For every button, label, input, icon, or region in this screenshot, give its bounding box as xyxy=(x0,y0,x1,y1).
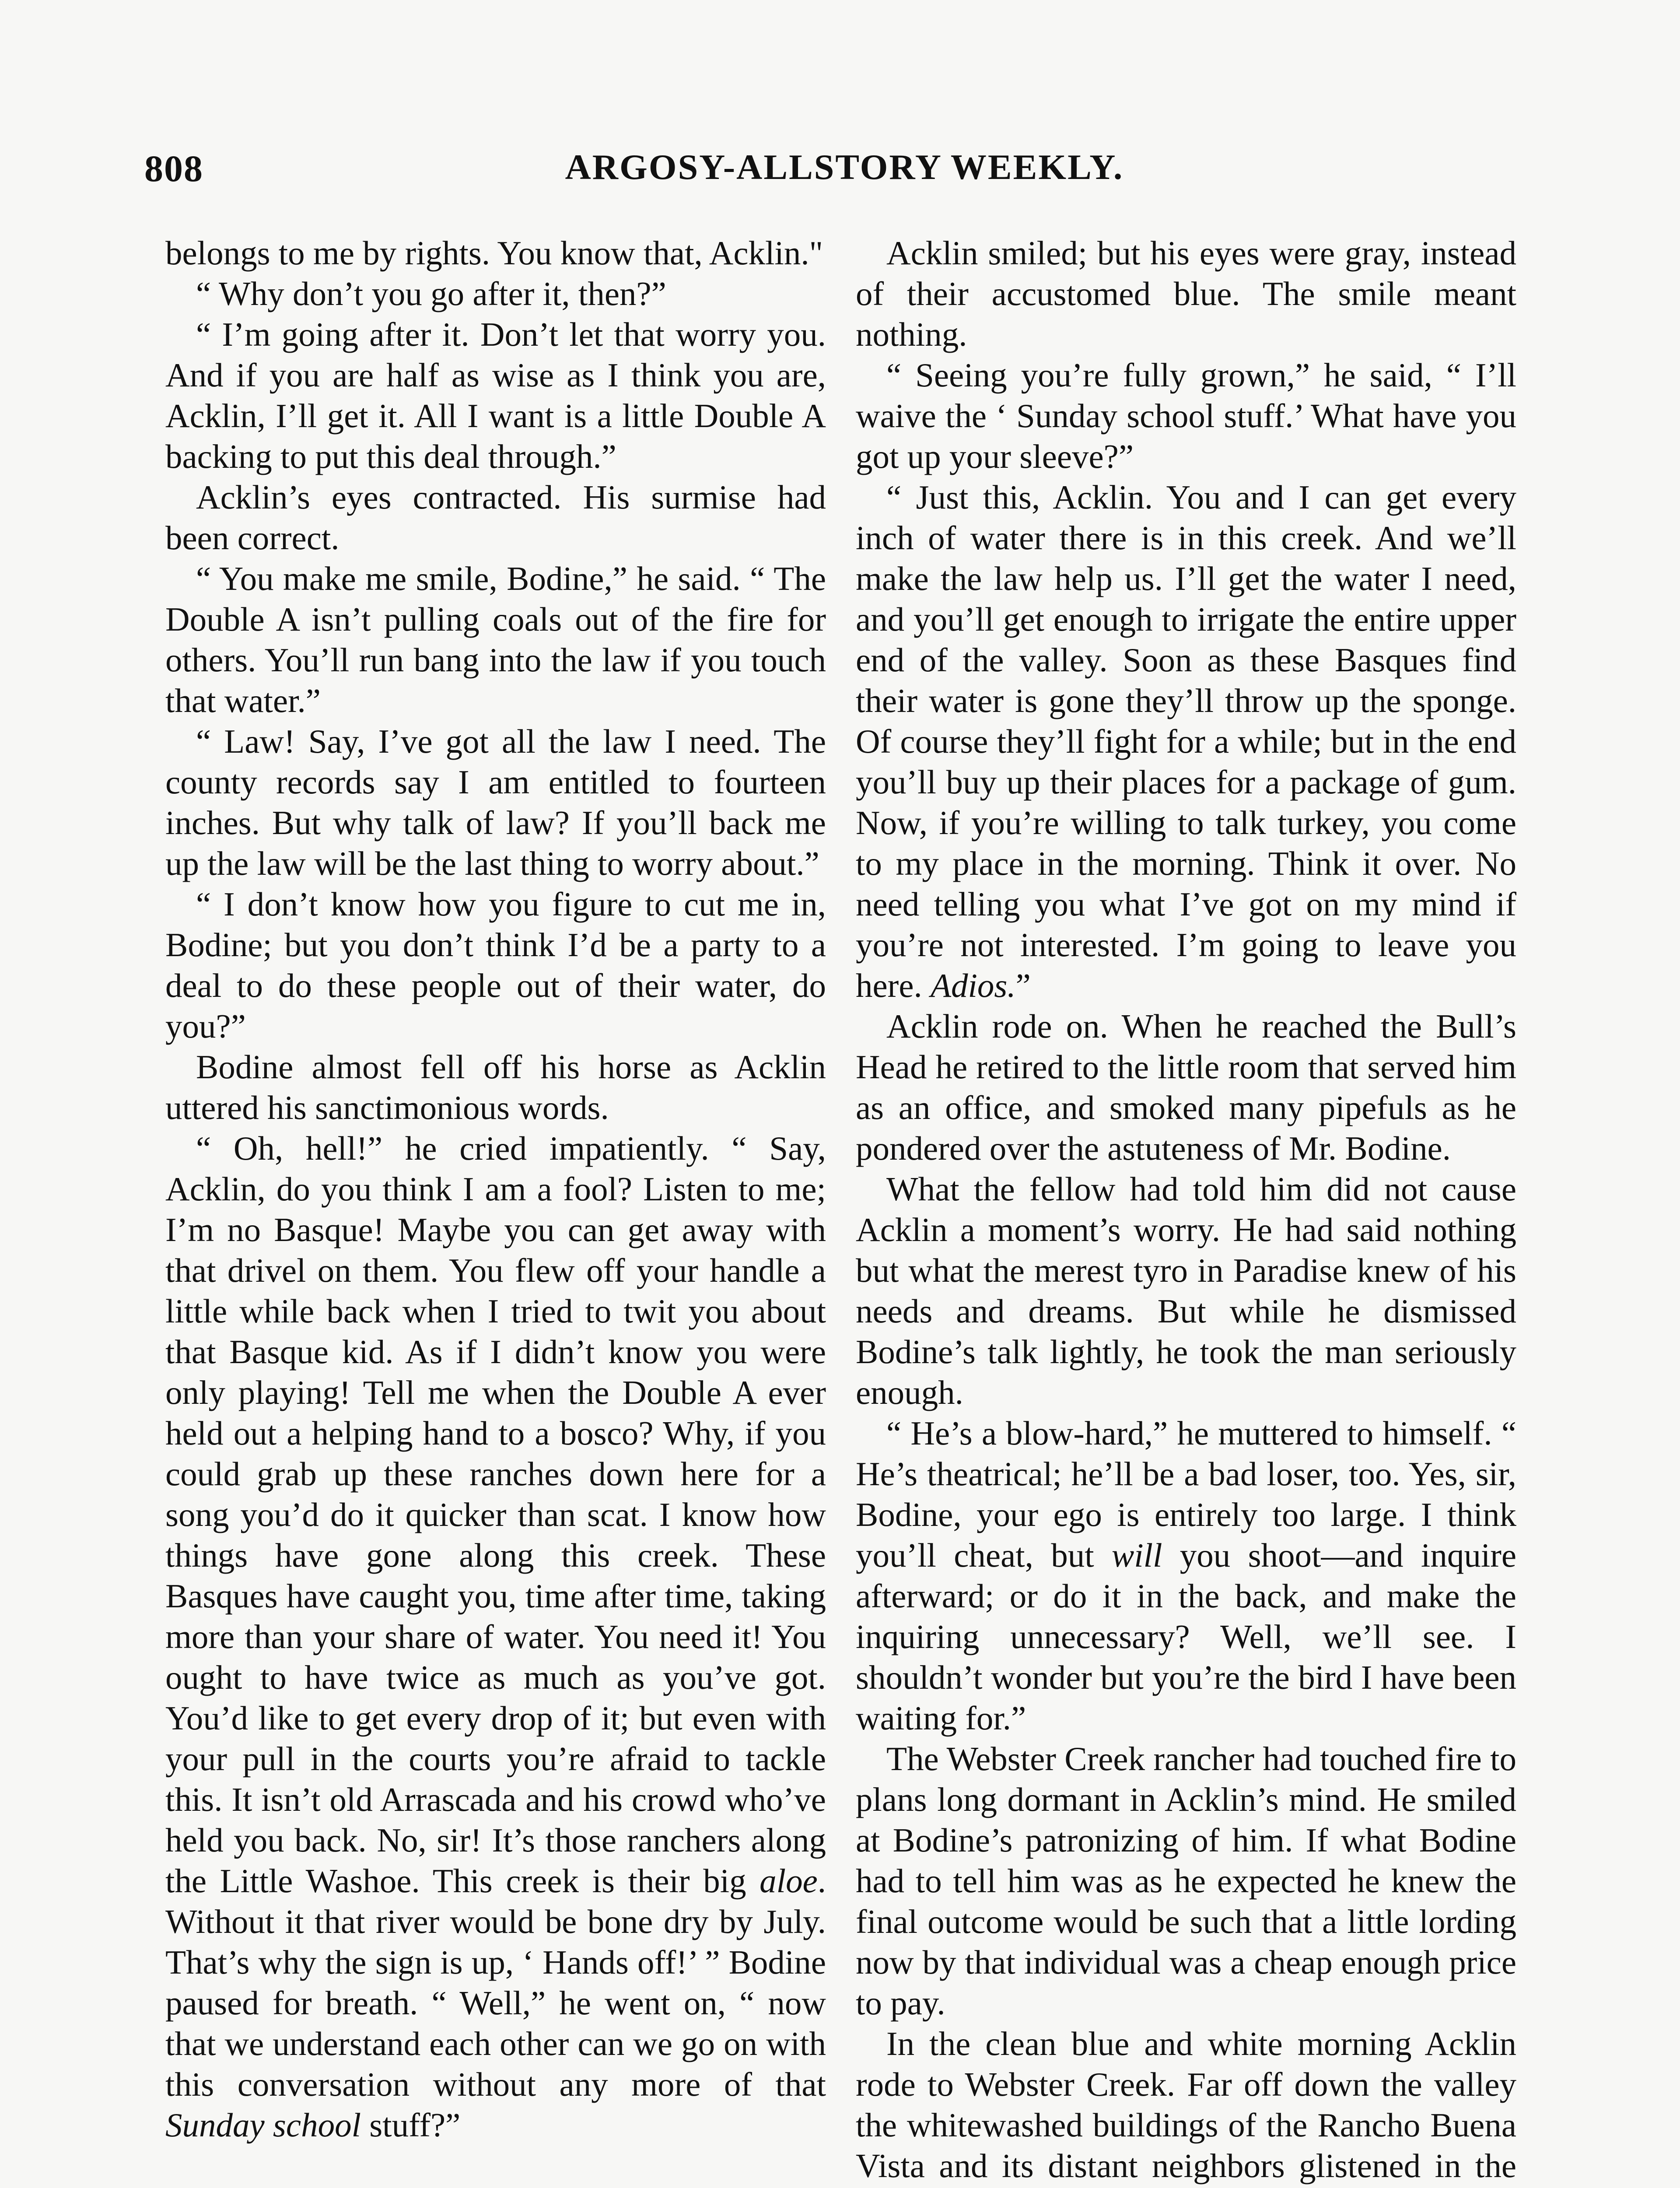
italic-run: Adios. xyxy=(931,967,1016,1004)
text-run: ” xyxy=(1015,967,1031,1004)
text-run: “ He’s a blow-hard,” he muttered to himself. “ He’s theatrical; he’ll be a bad loser, too. Yes, sir, Bodine, your ego is entirely too large. I think you’ll cheat, but xyxy=(856,1414,1516,1574)
paragraph: Bodine almost fell off his horse as Acklin uttered his sanctimonious words. xyxy=(165,1048,826,1126)
paragraph: “ I’m going after it. Don’t let that worry you. And if you are half as wise as I think you are, Acklin, I’ll get it. All I want is a little Double A backing to put this deal through.” xyxy=(165,316,826,475)
text-run: “ Oh, hell!” he cried impatiently. “ Say, Acklin, do you think I am a fool? Listen to me; I’m no Basque! Maybe you can get away with that drivel on them. You flew off your handle a little while back when I tried to twit you about that Basque kid. As if I didn’t know you were only playing! Tell me when the Double A ever held out a helping hand to a bosco? Why, if you could grab up these ranches down here for a song you’d do it quicker than scat. I know how things have gone along this creek. These Basques have caught you, time after time, taking more than your share of water. You need it! You ought to have twice as much as you’ve got. You’d like to get every drop of it; but even with your pull in the courts you’re afraid to tackle this. It isn’t old Arrascada and his crowd who’ve held you back. No, sir! It’s those ranchers along the Little Washoe. This creek is their big xyxy=(165,1129,826,1900)
text-run: . Without it that river would be bone dry by July. That’s why the sign is up, ‘ Hands off!’ ” Bodine paused for breath. “ Well,” he went on, “ now that we understand each other can we go on with this conversation without any more of that xyxy=(165,1862,826,2103)
text-run: you shoot—and inquire afterward; or do it in the back, and make the inquiring unnecessary? Well, we’ll see. I shouldn’t wonder but you’re the bird I have been waiting for.” xyxy=(856,1536,1517,1737)
paragraph: “ Seeing you’re fully grown,” he said, “ I’ll waive the ‘ Sunday school stuff.’ What have you got up your sleeve?” xyxy=(856,356,1516,475)
paragraph: Acklin smiled; but his eyes were gray, instead of their accustomed blue. The smile meant nothing. xyxy=(856,234,1516,353)
paragraph: Acklin’s eyes contracted. His surmise had been correct. xyxy=(165,478,826,557)
paragraph xyxy=(856,477,1516,1006)
text-run: “ Just this, Acklin. You and I can get every inch of water there is in this creek. And we’ll make the law help us. I’ll get the water I need, and you’ll get enough to irrigate the entire upper end of the valley. Soon as these Basques find their water is gone they’ll throw up the sponge. Of course they’ll fight for a while; but in the end you’ll buy up their places for a package of gum. Now, if you’re willing to talk turkey, you come to my place in the morning. Think it over. No need telling you what I’ve got on my mind if you’re not interested. I’m going to leave you here. xyxy=(856,478,1516,1004)
paragraph xyxy=(856,1413,1516,1739)
text-run: stuff?” xyxy=(369,2106,461,2144)
italic-run: will xyxy=(1111,1536,1162,1574)
paragraph xyxy=(165,1128,826,2146)
paragraph: “ Law! Say, I’ve got all the law I need. The county records say I am entitled to fourteen inches. But why talk of law? If you’ll back me up the law will be the last thing to worry about.” xyxy=(165,722,826,882)
running-head: ARGOSY-ALLSTORY WEEKLY. xyxy=(565,147,1124,187)
paragraph: What the fellow had told him did not cause Acklin a moment’s worry. He had said nothing but what the merest tyro in Paradise knew of his needs and dreams. But while he dismissed Bodine’s talk lightly, he took the man seriously enough. xyxy=(856,1170,1516,1411)
italic-run: Sunday school xyxy=(165,2106,361,2144)
left-column xyxy=(165,233,826,2146)
right-column xyxy=(856,233,1516,2188)
page-header xyxy=(144,147,1544,199)
paragraph: The Webster Creek rancher had touched fire to plans long dormant in Acklin’s mind. He smiled at Bodine’s patronizing of him. If what Bodine had to tell him was as he expected he knew the final outcome would be such that a little lording now by that individual was a cheap enough price to pay. xyxy=(856,1740,1516,2022)
page-number: 808 xyxy=(144,147,203,189)
paragraph: “ Why don’t you go after it, then?” xyxy=(196,275,666,312)
paragraph: belongs to me by rights. You know that, Acklin." xyxy=(165,234,823,272)
paragraph: Acklin rode on. When he reached the Bull’s Head he retired to the little room that served him as an office, and smoked many pipefuls as he pondered over the astuteness of Mr. Bodine. xyxy=(856,1007,1516,1167)
paragraph: In the clean blue and white morning Acklin rode to Webster Creek. Far off down the valley the whitewashed buildings of the Rancho Buena Vista and its distant neighbors glistened in the xyxy=(856,2025,1516,2184)
paragraph: “ I don’t know how you figure to cut me in, Bodine; but you don’t think I’d be a party to a deal to do these people out of their water, do you?” xyxy=(165,885,826,1045)
paragraph: “ You make me smile, Bodine,” he said. “ The Double A isn’t pulling coals out of the fire for others. You’ll run bang into the law if you touch that water.” xyxy=(165,560,826,719)
italic-run: aloe xyxy=(760,1862,818,1900)
